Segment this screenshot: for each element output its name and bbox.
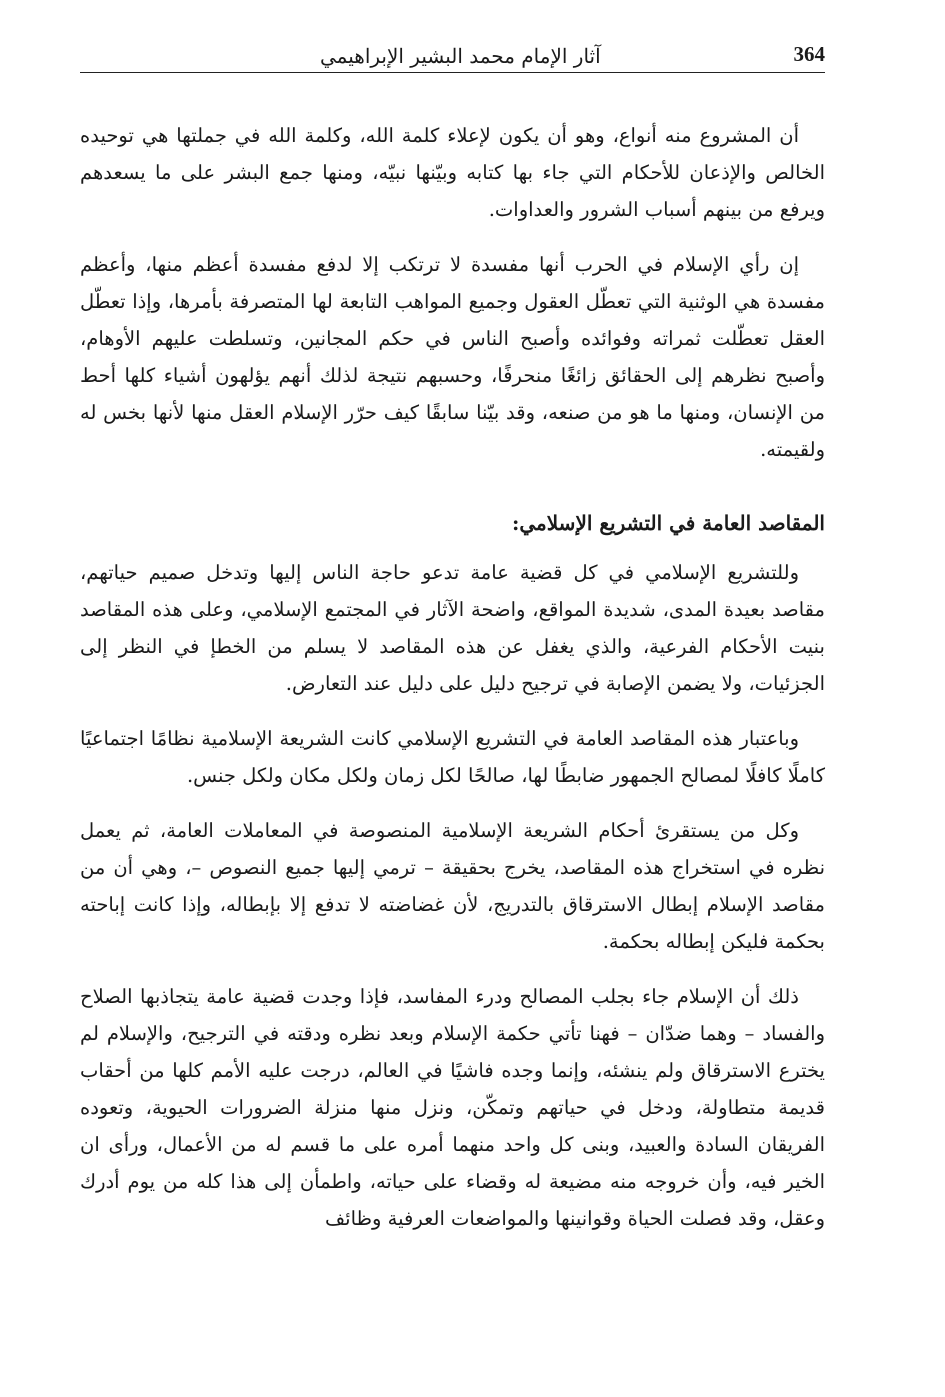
paragraph: ذلك أن الإسلام جاء بجلب المصالح ودرء المفاسد، فإذا وجدت قضية عامة يتجاذبها الصلاح والفساد – وهما ضدّان – فهنا تأتي حكمة الإسلام وبعد نظره ودقته في الترجيح، والإسلام لم يخترع الاسترقاق ولم ينشئه، وإنما وجده فاشيًا في العالم، درجت عليه الأمم كلها من أحقاب قديمة متطاولة، ودخل في حياتهم وتمكّن، ونزل منها منزلة الضرورات الحيوية، وتعوده الفريقان السادة والعبيد، وبنى كل واحد منهما أمره على ما قسم له من الأعمال، ورأى ان الخير فيه، وأن خروجه منه مضيعة له وقضاء على حياته، واطمأن إلى هذا كله من يوم أدرك وعقل، وقد فصلت الحياة وقوانينها والمواضعات العرفية وظائف (80, 985, 825, 1230)
paragraph: وباعتبار هذه المقاصد العامة في التشريع الإسلامي كانت الشريعة الإسلامية نظامًا اجتماعيًا كاملًا كافلًا لمصالح الجمهور ضابطًا لها، صالحًا لكل زمان ولكل مكان ولكل جنس. (80, 727, 825, 787)
paragraph: أن المشروع منه أنواع، وهو أن يكون لإعلاء كلمة الله، وكلمة الله في جملتها هي توحيده الخالص والإذعان للأحكام التي جاء بها كتابه وبيّنها نبيّه، ومنها جمع البشر على ما يسعدهم ويرفع من بينهم أسباب الشرور والعداوات. (80, 124, 825, 221)
paragraph: وكل من يستقرئ أحكام الشريعة الإسلامية المنصوصة في المعاملات العامة، ثم يعمل نظره في استخراج هذه المقاصد، يخرج بحقيقة – ترمي إليها جميع النصوص –، وهي أن من مقاصد الإسلام إبطال الاسترقاق بالتدريج، لأن غضاضته لا تدفع إلا بإبطاله، وإذا كانت إباحته بحكمة فليكن إبطاله بحكمة. (80, 819, 825, 953)
page-body (80, 117, 825, 1237)
section-heading: المقاصد العامة في التشريع الإسلامي: (511, 511, 825, 535)
paragraph: وللتشريع الإسلامي في كل قضية عامة تدعو حاجة الناس إليها وتدخل صميم حياتهم، مقاصد بعيدة المدى، شديدة المواقع، واضحة الآثار في المجتمع الإسلامي، وعلى هذه المقاصد بنيت الأحكام الفرعية، والذي يغفل عن هذه المقاصد لا يسلم من الخطإ في النظر إلى الجزئيات، ولا يضمن الإصابة في ترجيح دليل على دليل عند التعارض. (80, 561, 825, 695)
page (80, 38, 825, 1255)
running-header (80, 38, 825, 73)
page-number: 364 (793, 42, 825, 66)
paragraph: إن رأي الإسلام في الحرب أنها مفسدة لا ترتكب إلا لدفع مفسدة أعظم منها، وأعظم مفسدة هي الوثنية التي تعطّل العقول وجميع المواهب التابعة لها المتصرفة بأمرها، وإذا تعطّل العقل تعطّلت ثمراته وفوائده وأصبح الناس في حكم المجانين، وتسلطت عليهم الأوهام، وأصبح نظرهم إلى الحقائق زائغًا منحرفًا، وحسبهم نتيجة لذلك أنهم يؤلهون أشياء كلها أحط من الإنسان، ومنها ما هو من صنعه، وقد بيّنا سابقًا كيف حرّر الإسلام العقل منها لأنها بخس له ولقيمته. (80, 253, 825, 461)
book-title: آثار الإمام محمد البشير الإبراهيمي (320, 44, 601, 68)
